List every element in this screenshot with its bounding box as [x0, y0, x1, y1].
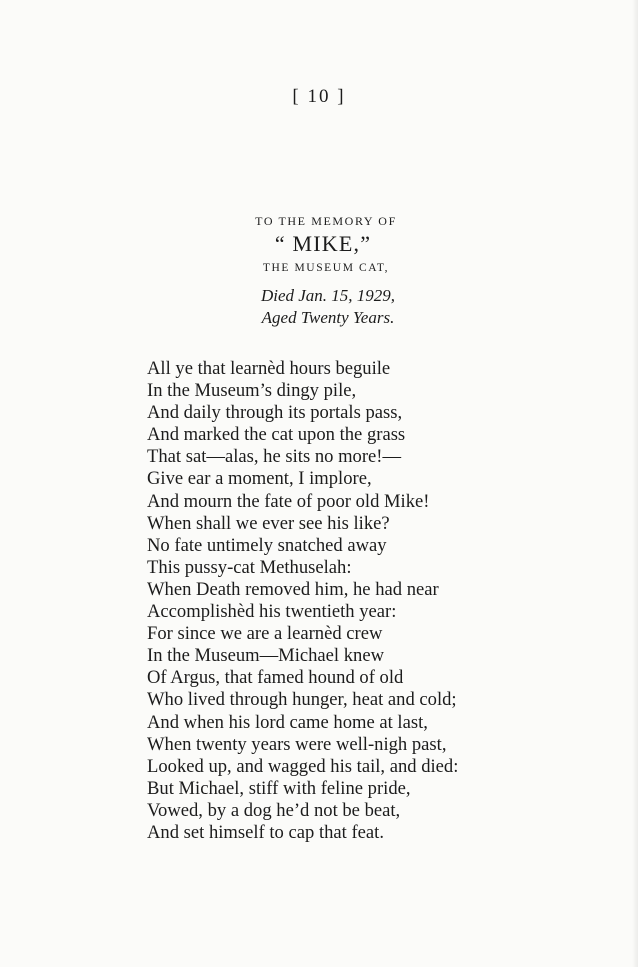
- poem-line: And mourn the fate of poor old Mike!: [147, 490, 430, 512]
- poem-line: And marked the cat upon the grass: [147, 424, 406, 446]
- poem-line: All ye that learnèd hours beguile: [147, 358, 391, 379]
- dedication-died: Died Jan. 15, 1929,: [260, 285, 396, 305]
- page-edge-shadow: [632, 0, 638, 967]
- poem-line: Who lived through hunger, heat and cold;: [147, 689, 457, 711]
- dedication: [0, 215, 638, 331]
- poem-line: When shall we ever see his like?: [147, 512, 390, 534]
- poem-line: Give ear a moment, I implore,: [147, 468, 372, 490]
- dedication-name: “ MIKE,”: [274, 231, 372, 256]
- poem-line: This pussy-cat Methuselah:: [147, 556, 352, 578]
- dedication-subtitle: THE MUSEUM CAT,: [262, 262, 390, 274]
- poem-line: And daily through its portals pass,: [147, 402, 403, 424]
- page-number: [ 10 ]: [292, 86, 346, 107]
- dedication-heading: TO THE MEMORY OF: [255, 214, 397, 228]
- poem-line: When twenty years were well-nigh past,: [147, 733, 447, 755]
- poem-line: No fate untimely snatched away: [147, 534, 387, 556]
- poem-line: For since we are a learnèd crew: [147, 623, 383, 645]
- poem-line: Looked up, and wagged his tail, and died:: [147, 755, 459, 777]
- poem: [147, 358, 567, 844]
- poem-line: Accomplishèd his twentieth year:: [147, 601, 397, 623]
- poem-line: And set himself to cap that feat.: [147, 821, 384, 843]
- poem-line: That sat—alas, he sits no more!—: [147, 446, 402, 468]
- poem-line: Of Argus, that famed hound of old: [147, 667, 404, 689]
- poem-line: In the Museum’s dingy pile,: [147, 380, 357, 402]
- dedication-aged: Aged Twenty Years.: [261, 307, 395, 327]
- poem-line: And when his lord came home at last,: [147, 711, 428, 733]
- poem-line: When Death removed him, he had near: [147, 578, 439, 600]
- poem-line: In the Museum—Michael knew: [147, 645, 385, 667]
- poem-line: Vowed, by a dog he’d not be beat,: [147, 799, 401, 821]
- poem-line: But Michael, stiff with feline pride,: [147, 777, 411, 799]
